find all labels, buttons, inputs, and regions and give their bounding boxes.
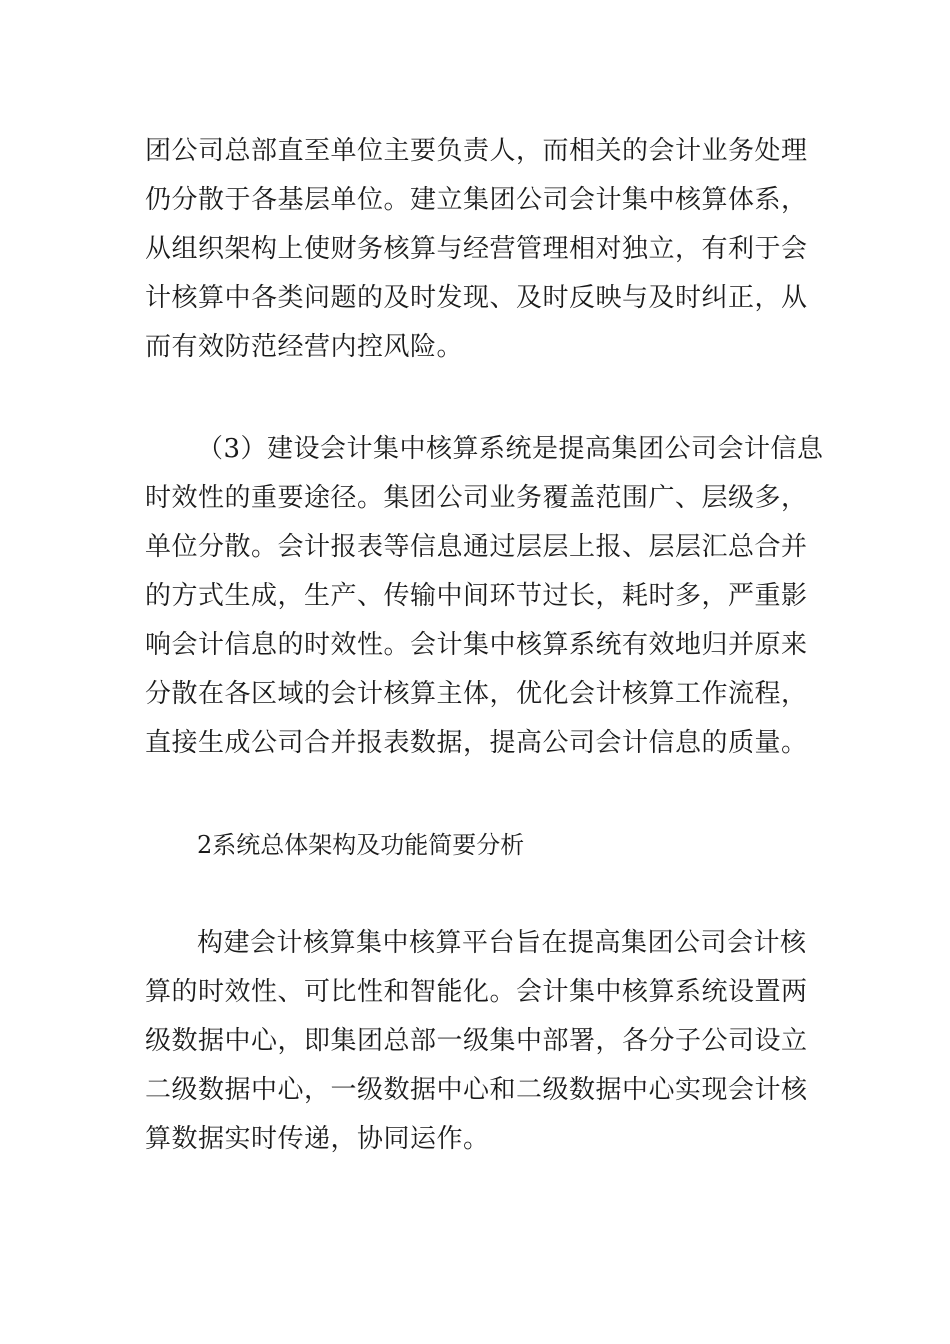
text-line: 仍分散于各基层单位。建立集团公司会计集中核算体系， bbox=[145, 185, 808, 215]
section-heading-text: 2系统总体架构及功能简要分析 bbox=[197, 831, 525, 859]
text-line: 单位分散。会计报表等信息通过层层上报、层层汇总合并 bbox=[145, 532, 808, 562]
text-line: 时效性的重要途径。集团公司业务覆盖范围广、层级多， bbox=[145, 483, 808, 513]
text-line: 级数据中心，即集团总部一级集中部署，各分子公司设立 bbox=[145, 1026, 808, 1056]
text-line: 算的时效性、可比性和智能化。会计集中核算系统设置两 bbox=[145, 977, 808, 1007]
paragraph-centralized-accounting-system bbox=[145, 127, 810, 372]
text-line: 从组织架构上使财务核算与经营管理相对独立，有利于会 bbox=[145, 234, 808, 264]
text-line: 分散在各区域的会计核算主体，优化会计核算工作流程， bbox=[145, 679, 808, 709]
text-line: 响会计信息的时效性。会计集中核算系统有效地归并原来 bbox=[145, 630, 808, 660]
text-line: 构建会计核算集中核算平台旨在提高集团公司会计核 bbox=[197, 928, 807, 958]
text-line: 算数据实时传递，协同运作。 bbox=[145, 1124, 490, 1154]
text-line: 而有效防范经营内控风险。 bbox=[145, 332, 464, 362]
text-line: 的方式生成，生产、传输中间环节过长，耗时多，严重影 bbox=[145, 581, 808, 611]
text-line: 二级数据中心，一级数据中心和二级数据中心实现会计核 bbox=[145, 1075, 808, 1105]
text-line: 团公司总部直至单位主要负责人，而相关的会计业务处理 bbox=[145, 136, 808, 166]
text-line: 计核算中各类问题的及时发现、及时反映与及时纠正，从 bbox=[145, 283, 808, 313]
paragraph-platform-architecture bbox=[145, 919, 810, 1164]
text-line: （3）建设会计集中核算系统是提高集团公司会计信息 bbox=[197, 434, 824, 464]
section-heading bbox=[145, 821, 810, 870]
paragraph-timeliness bbox=[145, 425, 824, 768]
text-line: 直接生成公司合并报表数据，提高公司会计信息的质量。 bbox=[145, 728, 808, 758]
